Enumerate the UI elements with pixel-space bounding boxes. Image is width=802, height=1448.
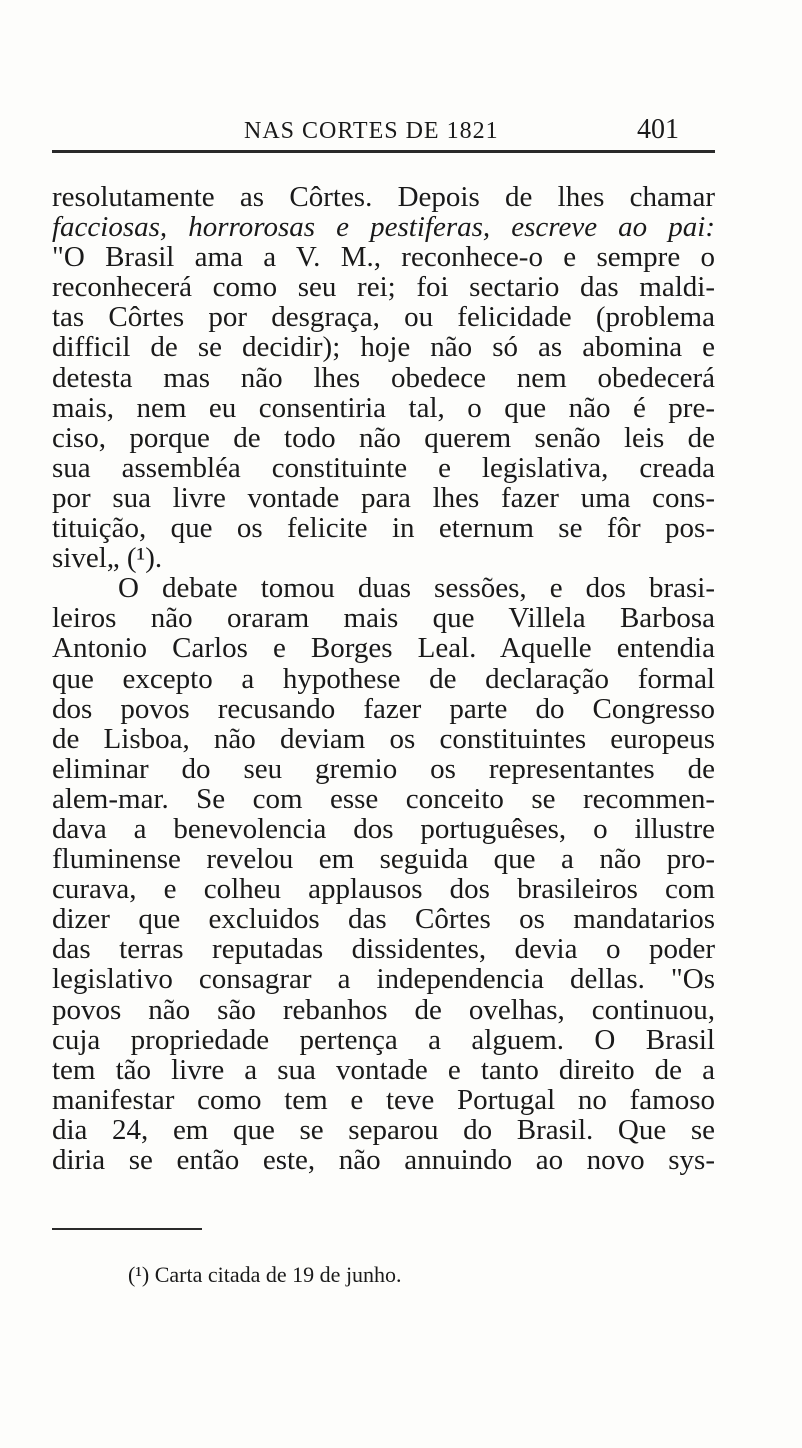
text-line: reconhecerá como seu rei; foi sectario das maldi-: [52, 271, 715, 304]
text-line: de Lisboa, não deviam os constituintes europeus: [52, 722, 715, 755]
text-line: tem tão livre a sua vontade e tanto direito de a: [52, 1053, 715, 1086]
page-number: 401: [637, 114, 679, 145]
text-line: difficil de se decidir); hoje não só as abomina e: [52, 331, 715, 364]
page-header: [52, 112, 715, 152]
running-title: NAS CORTES DE 1821: [244, 118, 499, 144]
footnote-rule: [52, 1228, 202, 1230]
text-line: eliminar do seu gremio os representantes de: [52, 752, 715, 785]
text-line: dos povos recusando fazer parte do Congresso: [52, 692, 715, 725]
text-line: tituição, que os felicite in eternum se fôr pos-: [52, 512, 715, 545]
text-line: povos não são rebanhos de ovelhas, continuou,: [52, 993, 715, 1026]
text-line: por sua livre vontade para lhes fazer uma cons-: [52, 481, 715, 514]
text-line: manifestar como tem e teve Portugal no famoso: [52, 1083, 715, 1116]
text-line: "O Brasil ama a V. M., reconhece-o e sempre o: [52, 241, 715, 274]
text-line: sua assembléa constituinte e legislativa, creada: [52, 451, 715, 484]
text-line: detesta mas não lhes obedece nem obedecerá: [52, 361, 715, 394]
text-line: leiros não oraram mais que Villela Barbosa: [52, 602, 715, 635]
text-line: fluminense revelou em seguida que a não pro-: [52, 843, 715, 876]
text-line: dizer que excluidos das Côrtes os mandatarios: [52, 903, 715, 936]
text-line: cuja propriedade pertença a alguem. O Brasil: [52, 1023, 715, 1056]
text-line: das terras reputadas dissidentes, devia o poder: [52, 933, 715, 966]
text-line: tas Côrtes por desgraça, ou felicidade (problema: [52, 301, 715, 334]
text-line: mais, nem eu consentiria tal, o que não é pre-: [52, 391, 715, 424]
text-line: que excepto a hypothese de declaração formal: [52, 662, 715, 695]
header-rule: [52, 150, 715, 153]
text-line: ciso, porque de todo não querem senão leis de: [52, 421, 715, 454]
body-text: [52, 182, 715, 1175]
text-line: dava a benevolencia dos portuguêses, o illustre: [52, 812, 715, 845]
text-line: facciosas, horrorosas e pestiferas, escreve ao pai:: [52, 211, 715, 244]
footnote: (¹) Carta citada de 19 de junho.: [128, 1262, 402, 1287]
text-line: legislativo consagrar a independencia dellas. "Os: [52, 963, 715, 996]
text-line: curava, e colheu applausos dos brasileiros com: [52, 873, 715, 906]
text-line: sivel„ (¹).: [52, 542, 163, 575]
text-line: resolutamente as Côrtes. Depois de lhes chamar: [52, 181, 715, 213]
text-line: O debate tomou duas sessões, e dos brasi-: [118, 572, 715, 605]
text-line: Antonio Carlos e Borges Leal. Aquelle entendia: [52, 632, 715, 665]
text-line: dia 24, em que se separou do Brasil. Que se: [52, 1113, 715, 1146]
text-line: diria se então este, não annuindo ao novo sys-: [52, 1144, 715, 1176]
text-line: alem-mar. Se com esse conceito se recommen-: [52, 782, 715, 815]
